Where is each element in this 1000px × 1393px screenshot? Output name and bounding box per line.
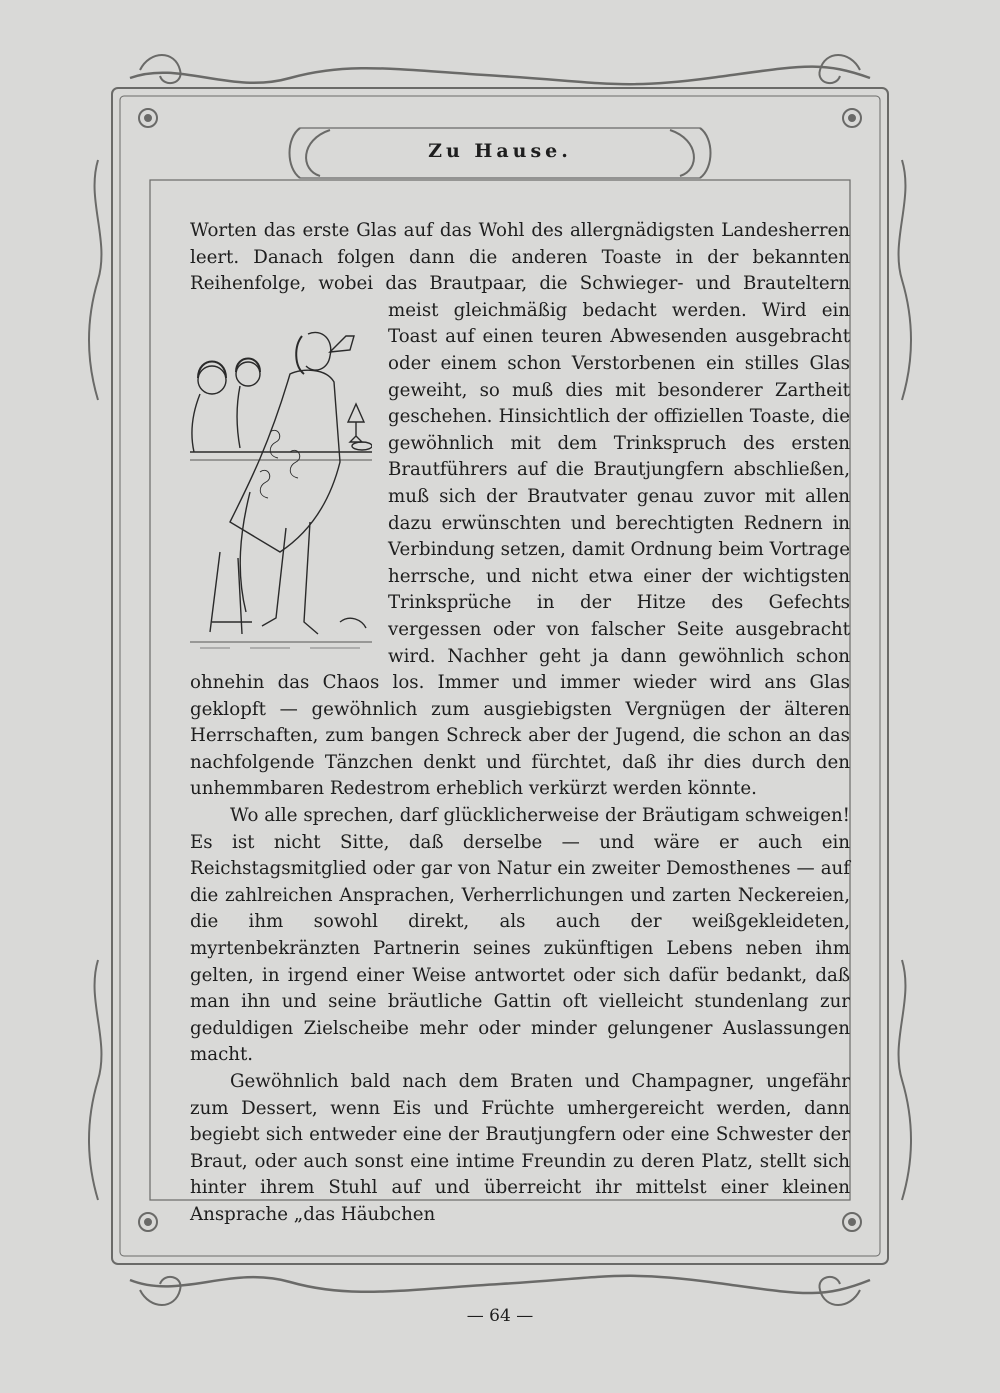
paragraph-2: Wo alle sprechen, darf glücklicherweise der Bräutigam schweigen! Es ist nicht Sitte, daß derselbe — und wäre er auch ein Reichstagsmitglied oder gar von Natur ein zweiter Demosthenes — auf die zahlreichen Ansprachen, Verherrlichungen und zarten Neckereien, die ihm sowohl direkt, als auch der weißgekleideten, myrtenbekränzten Partnerin seines zukünftigen Lebens neben ihm gelten, in irgend einer Weise antwortet oder sich dafür bedankt, daß man ihn und seine bräutliche Gattin oft vielleicht stundenlang zur geduldigen Zielscheibe mehr oder minder gelungener Auslassungen macht. xyxy=(190,805,850,1066)
paragraph-3: Gewöhnlich bald nach dem Braten und Champagner, ungefähr zum Dessert, wenn Eis und Früchte umhergereicht werden, dann begiebt sich entweder eine der Brautjungfern oder eine Schwester der Braut, oder auch sonst eine intime Freundin zu deren Platz, stellt sich hinter ihrem Stuhl auf und überreicht ihr mittelst einer kleinen Ansprache „das Häubchen xyxy=(190,1071,850,1225)
body-text xyxy=(190,218,850,1229)
page-number: — 64 — xyxy=(466,1306,534,1326)
toasting-gentleman-illustration xyxy=(190,322,372,654)
running-header: Zu Hause. xyxy=(428,140,572,162)
paragraph-1: Worten das erste Glas auf das Wohl des allergnädigsten Landesherren leert. Danach folgen dann die anderen Toaste in der bekannten Reihenfolge, wobei das Brautpaar, die Schwieger- und Brauteltern meist gleichmäßig bedacht werden. Wird ein Toast auf einen teuren Abwesenden ausgebracht oder einem schon Verstorbenen ein stilles Glas geweiht, so muß dies mit besonderer Zartheit geschehen. Hinsichtlich der offiziellen Toaste, die gewöhnlich mit dem Trinkspruch des ersten Brautführers auf die Brautjungfern abschließen, muß sich der Brautvater genau zuvor mit allen dazu erwünschten und berechtigten Rednern in Verbindung setzen, damit Ordnung beim Vortrage herrsche, und nicht etwa einer der wichtigsten Trinksprüche in der Hitze des Gefechts vergessen oder von falscher Seite ausgebracht wird. Nachher geht ja dann gewöhnlich schon ohnehin das Chaos los. Immer und immer wieder wird ans Glas geklopft — gewöhnlich zum ausgiebigsten Vergnügen der älteren Herrschaften, zum bangen Schreck aber der Jugend, die schon an das nachfolgende Tänzchen denkt und fürchtet, daß ihr dies durch den unhemmbaren Redestrom erheblich verkürzt werden könnte. xyxy=(190,220,850,800)
toasting-gentleman-icon xyxy=(190,322,372,654)
